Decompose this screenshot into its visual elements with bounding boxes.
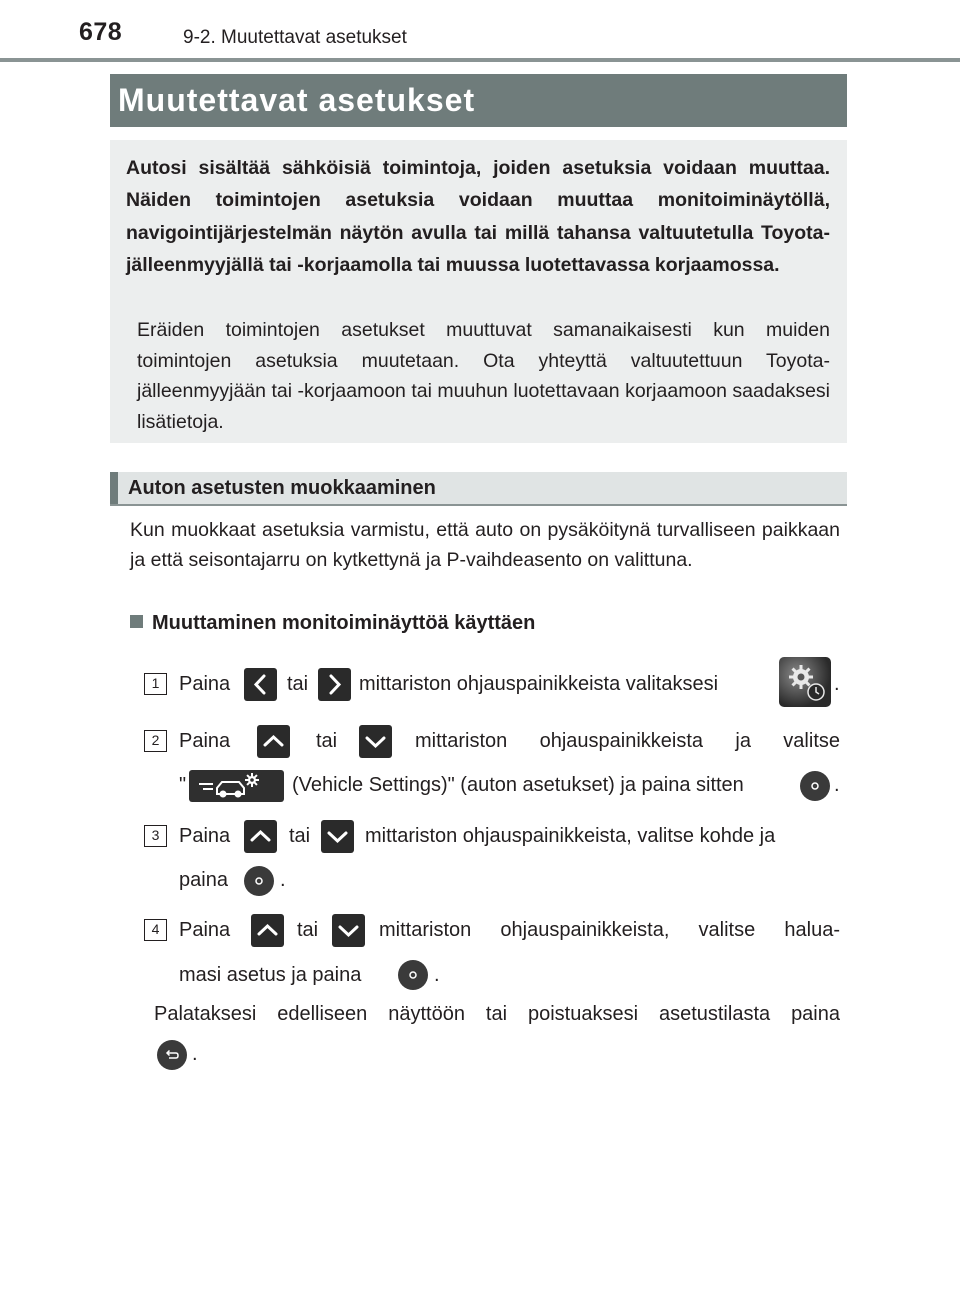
step-2-end: . <box>834 774 840 796</box>
step-4-line2: masi asetus ja paina <box>179 964 362 986</box>
intro-note-text: Eräiden toimintojen asetukset muuttuvat samanaikaisesti kun muiden toimintojen asetuksia muutetaan. Ota yhteyttä valtuutettuun Toyota-jälleenmyyjään tai -korjaamoon tai muuhun luotettavaan korjaamoon saadaksesi lisätietoja. <box>137 319 830 433</box>
step-number-2: 2 <box>144 730 167 752</box>
step-2-line2: (Vehicle Settings)" (auton asetukset) ja paina sitten <box>292 774 744 796</box>
step-number-1: 1 <box>144 673 167 695</box>
step-3-rest: mittariston ohjauspainikkeista, valitse kohde ja <box>365 825 776 847</box>
chevron-up-icon <box>251 914 284 947</box>
square-bullet-icon <box>130 615 143 628</box>
chevron-up-icon <box>244 820 277 853</box>
step-2-tai: tai <box>316 730 338 752</box>
chevron-down-icon <box>332 914 365 947</box>
ok-button-icon <box>800 771 830 801</box>
header-divider <box>0 58 960 62</box>
body-paragraph: Kun muokkaat asetuksia varmistu, että auto on pysäköitynä turvalliseen paikkaan ja että seisontajarru on kytkettynä ja P-vaihdeasento on valittuna. <box>130 519 840 571</box>
section-header: 9-2. Muutettavat asetukset <box>183 27 407 48</box>
back-button-icon <box>157 1040 187 1070</box>
step-3-paina: Paina <box>179 825 231 847</box>
step-3-tai: tai <box>289 825 311 847</box>
step-1-rest: mittariston ohjauspainikkeista valitaksesi <box>359 673 719 695</box>
return-note-end: . <box>192 1043 198 1065</box>
return-note-text: Palataksesi edelliseen näyttöön tai poistuaksesi asetustilasta paina <box>154 1003 840 1025</box>
chevron-up-icon <box>257 725 290 758</box>
step-number-4: 4 <box>144 919 167 941</box>
chevron-down-icon <box>359 725 392 758</box>
subsection-title <box>130 612 535 635</box>
step-2-paina: Paina <box>179 730 231 752</box>
step-2-quote: " <box>179 774 187 796</box>
subheading-bar <box>110 472 118 504</box>
step-4-end: . <box>434 964 440 986</box>
step-1-end: . <box>834 673 840 695</box>
chevron-down-icon <box>321 820 354 853</box>
intro-bold-text: Autosi sisältää sähköisiä toimintoja, joiden asetuksia voidaan muuttaa. Näiden toimintojen asetuksia voidaan muuttaa monitoiminäytöllä, navigointijärjestelmän näytön avulla tai millä tahansa valtuutetulla Toyota-jälleenmyyjällä tai -korjaamolla tai muussa luotettavassa korjaamossa. <box>126 157 830 276</box>
ok-button-icon <box>244 866 274 896</box>
chevron-left-icon <box>244 668 277 701</box>
subheading <box>110 472 847 506</box>
chevron-right-icon <box>318 668 351 701</box>
car-gear-icon <box>189 770 284 802</box>
step-3-end: . <box>280 869 286 891</box>
ok-button-icon <box>398 960 428 990</box>
step-4-tai: tai <box>297 919 319 941</box>
step-4-rest: mittariston ohjauspainikkeista, valitse halua- <box>379 919 840 941</box>
step-1-tai: tai <box>287 673 309 695</box>
subheading-text: Auton asetusten muokkaaminen <box>128 477 436 499</box>
step-4-paina: Paina <box>179 919 231 941</box>
subsection-title-text: Muuttaminen monitoiminäyttöä käyttäen <box>152 612 536 634</box>
page-number: 678 <box>79 18 123 46</box>
step-1-paina: Paina <box>179 673 231 695</box>
settings-gear-clock-icon <box>779 657 831 707</box>
step-number-3: 3 <box>144 825 167 847</box>
page-title: Muutettavat asetukset <box>110 74 847 127</box>
step-2-rest: mittariston ohjauspainikkeista ja valitse <box>415 730 840 752</box>
step-3-line2: paina <box>179 869 228 891</box>
